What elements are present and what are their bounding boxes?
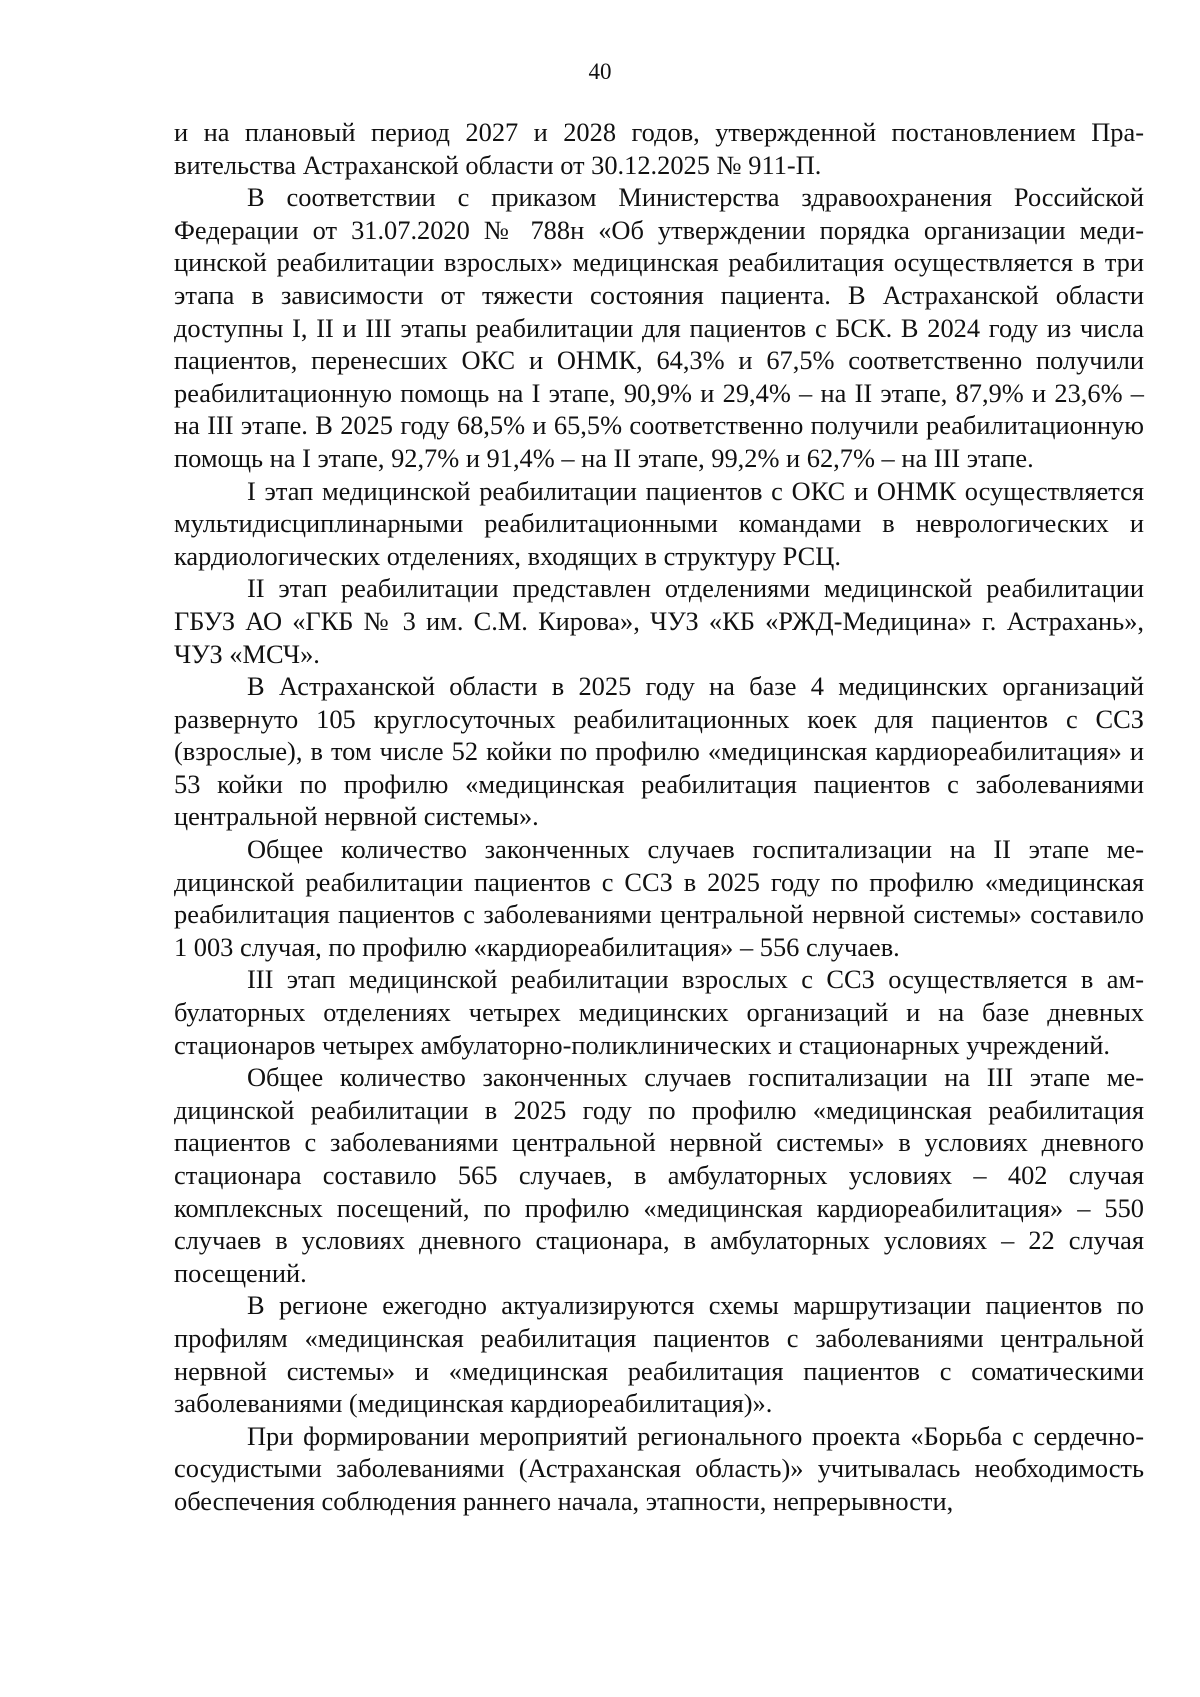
- document-body: [174, 116, 1144, 1518]
- paragraph-regional-project: При формировании мероприятий регионального проекта «Борьба с сердечно-сосудистыми заболеваниями (Астраханская область)» учитывалась необходимость обеспечения соблюдения раннего начала, этапности, непрерывности,: [174, 1420, 1144, 1516]
- paragraph-rehabilitation-stages: В соответствии с приказом Министерства здравоохранения Российской Федерации от 31.07.2020 № 788н «Об утверждении порядка организации медицинской реабилитации взрослых» медицинская реабилитация осуществляется в три этапа в зависимости от тяжести состояния пациента. В Астраханской области доступны I, II и III этапы реабилитации для пациентов с БСК. В 2024 году из числа пациентов, перенесших ОКС и ОНМК, 64,3% и 67,5% соответственно получили реабилитационную помощь на I этапе, 90,9% и 29,4% – на II этапе, 87,9% и 23,6% – на III этапе. В 2025 году 68,5% и 65,5% соответственно получили реабилитационную помощь на I этапе, 92,7% и 91,4% – на II этапе, 99,2% и 62,7% – на III этапе.: [174, 182, 1144, 473]
- paragraph-stage-three: III этап медицинской реабилитации взрослых с ССЗ осуществляется в амбулаторных отделениях четырех медицинских организаций и на базе дневных стационаров четырех амбулаторно-поликлинических и стационарных учреждений.: [174, 964, 1144, 1060]
- paragraph-beds: В Астраханской области в 2025 году на базе 4 медицинских организаций развернуто 105 круглосуточных реабилитационных коек для пациентов с ССЗ (взрослые), в том числе 52 койки по профилю «медицинская кардиореабилитация» и 53 койки по профилю «медицинская реабилитация пациентов с заболеваниями центральной нервной системы».: [174, 671, 1144, 832]
- paragraph-routing-schemes: В регионе ежегодно актуализируются схемы маршрутизации пациентов по профилям «медицинская реабилитация пациентов с заболеваниями центральной нервной системы» и «медицинская реабилитация пациентов с соматическими заболеваниями (медицинская кардиореабилитация)».: [174, 1290, 1144, 1419]
- paragraph-stage-one: I этап медицинской реабилитации пациентов с ОКС и ОНМК осуществляется мультидисциплинарными реабилитационными командами в неврологических и кардиологических отделениях, входящих в структуру РСЦ.: [174, 475, 1144, 571]
- paragraph-stage-two-cases: Общее количество законченных случаев госпитализации на II этапе медицинской реабилитации пациентов с ССЗ в 2025 году по профилю «медицинская реабилитация пациентов с заболеваниями центральной нервной системы» составило 1 003 случая, по профилю «кардиореабилитация» – 556 случаев.: [174, 834, 1144, 962]
- paragraph-stage-two: II этап реабилитации представлен отделениями медицинской реабилитации ГБУЗ АО «ГКБ № 3 им. С.М. Кирова», ЧУЗ «КБ «РЖД-Медицина» г. Астрахань», ЧУЗ «МСЧ».: [174, 573, 1144, 669]
- paragraph-stage-three-cases: Общее количество законченных случаев госпитализации на III этапе медицинской реабилитации в 2025 году по профилю «медицинская реабилитация пациентов с заболеваниями центральной нервной системы» в условиях дневного стационара составило 565 случаев, в амбулаторных условиях – 402 случая комплексных посещений, по профилю «медицинская кардиореабилитация» – 550 случаев в условиях дневного стационара, в амбулаторных условиях – 22 случая посещений.: [174, 1062, 1144, 1288]
- page-number: 40: [588, 59, 612, 84]
- paragraph-continuation: и на плановый период 2027 и 2028 годов, утвержденной постановлением Правительства Астраханской области от 30.12.2025 № 911-П.: [174, 117, 1144, 180]
